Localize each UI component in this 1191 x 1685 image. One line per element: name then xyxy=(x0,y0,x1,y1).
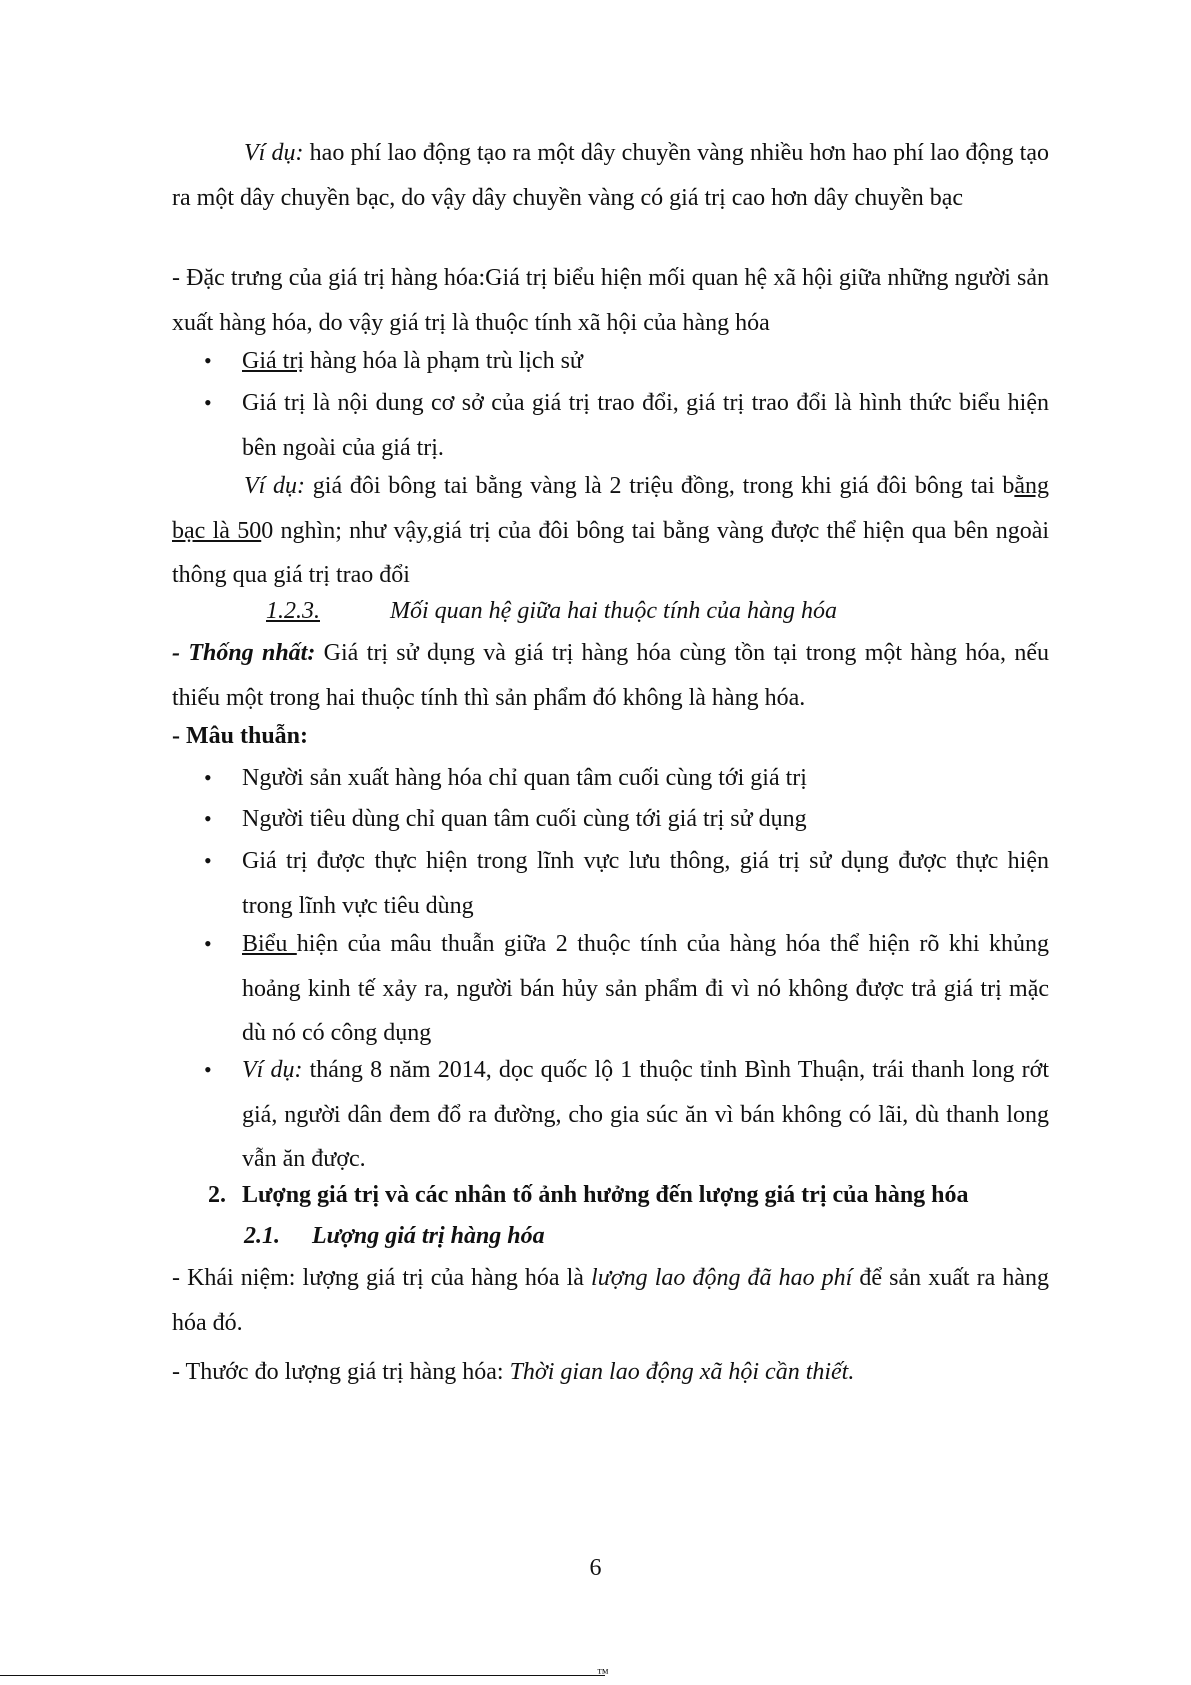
bullet-icon: • xyxy=(204,848,212,873)
list-item: Giá trị được thực hiện trong lĩnh vực lưu thông, giá trị sử dụng được thực hiện trong lĩnh vực tiêu dùng xyxy=(242,848,1049,919)
heading-title: Mối quan hệ giữa hai thuộc tính của hàng hóa xyxy=(390,598,838,624)
contradiction-label: - Mâu thuẫn: xyxy=(172,723,309,749)
value-characteristic-paragraph: - Đặc trưng của giá trị hàng hóa:Giá trị biểu hiện mối quan hệ xã hội giữa những người sản xuất hàng hóa, do vậy giá trị là thuộc tính xã hội của hàng hóa xyxy=(172,265,1049,336)
concept-text-cont: để sản xuất ra hàng hóa đó. xyxy=(172,1265,1050,1336)
bullet-icon: • xyxy=(204,806,212,831)
bullet-icon: • xyxy=(204,348,212,373)
heading-title: Lượng giá trị và các nhân tố ảnh hưởng đến lượng giá trị của hàng hóa xyxy=(242,1182,969,1208)
example-paragraph-1 xyxy=(172,131,1049,220)
heading-1-2-3 xyxy=(172,589,837,634)
footer-divider xyxy=(0,1675,605,1676)
bullet-icon: • xyxy=(204,931,212,956)
heading-title: Lượng giá trị hàng hóa xyxy=(312,1223,545,1249)
heading-number: 1.2.3. xyxy=(266,598,320,624)
list-item-text: tháng 8 năm 2014, dọc quốc lộ 1 thuộc tỉnh Bình Thuận, trái thanh long rớt giá, người dân đem đổ ra đường, cho gia súc ăn vì bán không có lãi, dù thanh long vẫn ăn được. xyxy=(242,1057,1049,1172)
concept-emphasis: lượng lao động đã hao phí xyxy=(591,1265,853,1291)
bullet-icon: • xyxy=(204,390,212,415)
list-item: Người tiêu dùng chỉ quan tâm cuối cùng tới giá trị sử dụng xyxy=(242,806,807,832)
page-number: 6 xyxy=(589,1555,602,1581)
heading-number: 2. xyxy=(208,1182,226,1208)
list-item-text: hàng hóa là phạm trù lịch sử xyxy=(303,348,583,374)
unity-label: - Thống nhất: xyxy=(172,640,316,666)
bullet-icon: • xyxy=(204,1057,212,1082)
measure-text: - Thước đo lượng giá trị hàng hóa: xyxy=(172,1359,510,1385)
example-text-cont: 0 nghìn; như vậy,giá trị của đôi bông tai bằng vàng được thể hiện qua bên ngoài thông qua giá trị trao đổi xyxy=(172,517,1050,588)
list-item-text: hiện của mâu thuẫn giữa 2 thuộc tính của hàng hóa thể hiện rõ khi khủng hoảng kinh tế xảy ra, người bán hủy sản phẩm đi vì nó không được trả giá trị mặc dù nó có công dụng xyxy=(242,931,1049,1046)
unity-text: Giá trị sử dụng và giá trị hàng hóa cùng tồn tại trong một hàng hóa, nếu thiếu một trong hai thuộc tính thì sản phẩm đó không là hàng hóa. xyxy=(172,640,1050,711)
underlined-text: Biểu xyxy=(242,931,297,957)
example-label: Ví dụ: xyxy=(242,1057,303,1083)
underlined-text: Giá trị xyxy=(242,348,304,374)
concept-text: - Khái niệm: lượng giá trị của hàng hóa là xyxy=(172,1265,592,1291)
example-text: hao phí lao động tạo ra một dây chuyền vàng nhiều hơn hao phí lao động tạo ra một dây chuyền bạc, do vậy dây chuyền vàng có giá trị cao hơn dây chuyền bạc xyxy=(172,140,1049,211)
example-label: Ví dụ: xyxy=(244,473,306,499)
list-item xyxy=(242,339,1049,384)
bullet-icon: • xyxy=(204,765,212,790)
measure-emphasis: Thời gian lao động xã hội cần thiết. xyxy=(509,1359,855,1385)
heading-2-1 xyxy=(244,1214,545,1259)
measure-paragraph xyxy=(172,1350,1049,1395)
footer-mark-icon: ™ xyxy=(597,1666,609,1680)
example-label: Ví dụ: xyxy=(244,140,304,166)
example-text: giá đôi bông tai bằng vàng là 2 triệu đồng, trong khi giá đôi bông tai b xyxy=(305,473,1015,499)
example-paragraph-2 xyxy=(172,464,1049,598)
list-item: Người sản xuất hàng hóa chỉ quan tâm cuối cùng tới giá trị xyxy=(242,765,807,791)
heading-number: 2.1. xyxy=(244,1223,280,1249)
heading-2 xyxy=(208,1173,969,1218)
concept-paragraph xyxy=(172,1256,1049,1345)
list-item xyxy=(242,922,1049,1056)
list-item: Giá trị là nội dung cơ sở của giá trị trao đổi, giá trị trao đổi là hình thức biểu hiện bên ngoài của giá trị. xyxy=(242,390,1049,461)
unity-paragraph xyxy=(172,631,1049,720)
list-item xyxy=(242,1048,1049,1182)
underlined-text: ằng bạc là 50 xyxy=(172,473,1050,544)
